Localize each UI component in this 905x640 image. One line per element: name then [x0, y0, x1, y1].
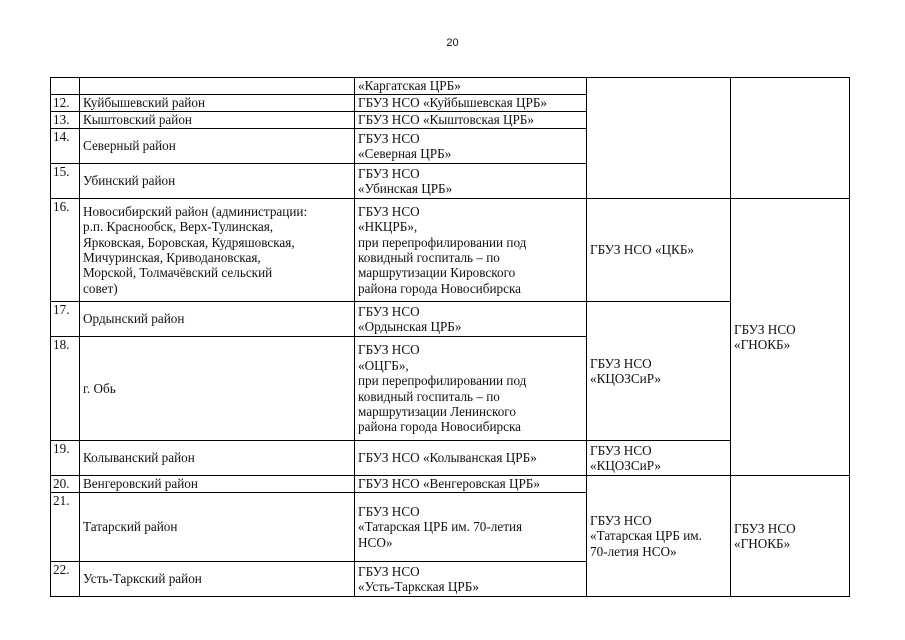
hospital-line: ГБУЗ НСО «Куйбышевская ЦРБ» — [358, 95, 548, 111]
hospital-cell — [355, 302, 587, 337]
district-line: Куйбышевский район — [83, 95, 206, 111]
hospital-line: маршрутизации Кировского — [358, 265, 516, 281]
row-number: 19. — [51, 441, 80, 476]
district-line: Ордынский район — [83, 311, 185, 327]
hospital-line: НСО» — [358, 534, 393, 550]
regional-cell-empty — [731, 78, 850, 199]
hospital-cell — [355, 562, 587, 597]
hospital-line: ГБУЗ НСО — [358, 503, 420, 519]
hospital-line: при перепрофилировании под — [358, 234, 527, 250]
hospital-line: «Татарская ЦРБ им. 70-летия — [358, 519, 523, 535]
row-number: 12. — [51, 95, 80, 112]
district-cell — [80, 302, 355, 337]
interdistrict-cell — [587, 441, 731, 476]
interdistrict-line: «Татарская ЦРБ им. — [590, 528, 702, 544]
interdistrict-cell-empty — [587, 78, 731, 199]
district-cell — [80, 112, 355, 129]
hospital-cell — [355, 337, 587, 441]
row-number: 14. — [51, 129, 80, 164]
hospital-line: ГБУЗ НСО — [358, 165, 420, 181]
hospital-line: ГБУЗ НСО — [358, 303, 420, 319]
district-cell — [80, 95, 355, 112]
district-cell — [80, 476, 355, 493]
hospital-line: «Каргатская ЦРБ» — [358, 78, 461, 94]
hospital-line: ГБУЗ НСО «Колыванская ЦРБ» — [358, 450, 537, 466]
district-cell — [80, 493, 355, 562]
table-row — [51, 302, 850, 337]
hospital-line: района города Новосибирска — [358, 280, 522, 296]
regional-line: ГБУЗ НСО — [734, 520, 796, 536]
table-row — [51, 199, 850, 302]
interdistrict-line: «КЦОЗСиР» — [590, 458, 661, 473]
district-cell — [80, 129, 355, 164]
row-number: 17. — [51, 302, 80, 337]
district-line: Венгеровский район — [83, 476, 198, 492]
hospital-line: ГБУЗ НСО — [358, 342, 420, 358]
hospital-line: ГБУЗ НСО — [358, 563, 420, 579]
district-cell — [80, 164, 355, 199]
district-line: Морской, Толмачёвский сельский — [83, 265, 273, 281]
row-number: 21. — [51, 493, 80, 562]
district-cell — [80, 562, 355, 597]
hospital-line: ковидный госпиталь – по — [358, 250, 500, 265]
page-number: 20 — [446, 37, 459, 49]
district-line: Северный район — [83, 138, 176, 154]
row-number: 16. — [51, 199, 80, 302]
regional-cell — [731, 199, 850, 476]
hospital-line: ковидный госпиталь – по — [358, 388, 500, 404]
district-cell — [80, 78, 355, 95]
district-line: г. Обь — [83, 380, 116, 396]
district-line: Колыванский район — [83, 450, 195, 466]
hospital-line: при перепрофилировании под — [358, 373, 527, 389]
table-row — [51, 476, 850, 493]
row-number: 22. — [51, 562, 80, 597]
hospital-cell — [355, 112, 587, 129]
hospital-line: маршрутизации Ленинского — [358, 403, 516, 419]
regional-line: «ГНОКБ» — [734, 536, 791, 551]
district-line: Кыштовский район — [83, 112, 192, 128]
hospital-line: ГБУЗ НСО — [358, 203, 420, 219]
district-line: Новосибирский район (администрации: — [83, 203, 308, 219]
row-number: 20. — [51, 476, 80, 493]
district-line: совет) — [83, 280, 118, 296]
hospital-line: ГБУЗ НСО — [358, 130, 420, 146]
district-line: Усть-Таркский район — [83, 571, 202, 587]
interdistrict-line: ГБУЗ НСО «ЦКБ» — [590, 242, 695, 258]
hospital-cell — [355, 199, 587, 302]
regional-line: ГБУЗ НСО — [734, 321, 796, 337]
hospital-line: «ОЦГБ», — [358, 357, 409, 373]
routing-table — [50, 77, 850, 597]
interdistrict-cell — [587, 476, 731, 597]
hospital-line: ГБУЗ НСО «Кыштовская ЦРБ» — [358, 112, 534, 128]
hospital-cell — [355, 129, 587, 164]
row-number: 15. — [51, 164, 80, 199]
row-number: 18. — [51, 337, 80, 441]
hospital-line: «Усть-Таркская ЦРБ» — [358, 579, 479, 594]
row-number: 13. — [51, 112, 80, 129]
regional-line: «ГНОКБ» — [734, 337, 791, 352]
district-cell — [80, 337, 355, 441]
hospital-cell — [355, 476, 587, 493]
hospital-cell — [355, 78, 587, 95]
hospital-line: района города Новосибирска — [358, 419, 522, 435]
table-row — [51, 441, 850, 476]
interdistrict-line: 70-летия НСО» — [590, 543, 677, 559]
hospital-line: «Ордынская ЦРБ» — [358, 319, 462, 334]
hospital-line: ГБУЗ НСО «Венгеровская ЦРБ» — [358, 476, 540, 492]
hospital-cell — [355, 493, 587, 562]
district-cell — [80, 199, 355, 302]
table-row — [51, 78, 850, 95]
interdistrict-cell — [587, 199, 731, 302]
district-line: р.п. Краснообск, Верх-Тулинская, — [83, 219, 274, 235]
interdistrict-line: ГБУЗ НСО — [590, 442, 652, 458]
district-cell — [80, 441, 355, 476]
interdistrict-line: ГБУЗ НСО — [590, 355, 652, 371]
interdistrict-line: ГБУЗ НСО — [590, 512, 652, 528]
hospital-cell — [355, 164, 587, 199]
interdistrict-cell — [587, 302, 731, 441]
hospital-line: «НКЦРБ», — [358, 219, 418, 235]
hospital-cell — [355, 441, 587, 476]
hospital-line: «Северная ЦРБ» — [358, 146, 452, 161]
interdistrict-line: «КЦОЗСиР» — [590, 371, 661, 386]
district-line: Татарский район — [83, 519, 178, 535]
district-line: Ярковская, Боровская, Кудряшовская, — [83, 234, 295, 250]
row-number — [51, 78, 80, 95]
hospital-cell — [355, 95, 587, 112]
hospital-line: «Убинская ЦРБ» — [358, 181, 453, 196]
district-line: Убинский район — [83, 173, 176, 189]
regional-cell — [731, 476, 850, 597]
district-line: Мичуринская, Криводановская, — [83, 250, 261, 265]
